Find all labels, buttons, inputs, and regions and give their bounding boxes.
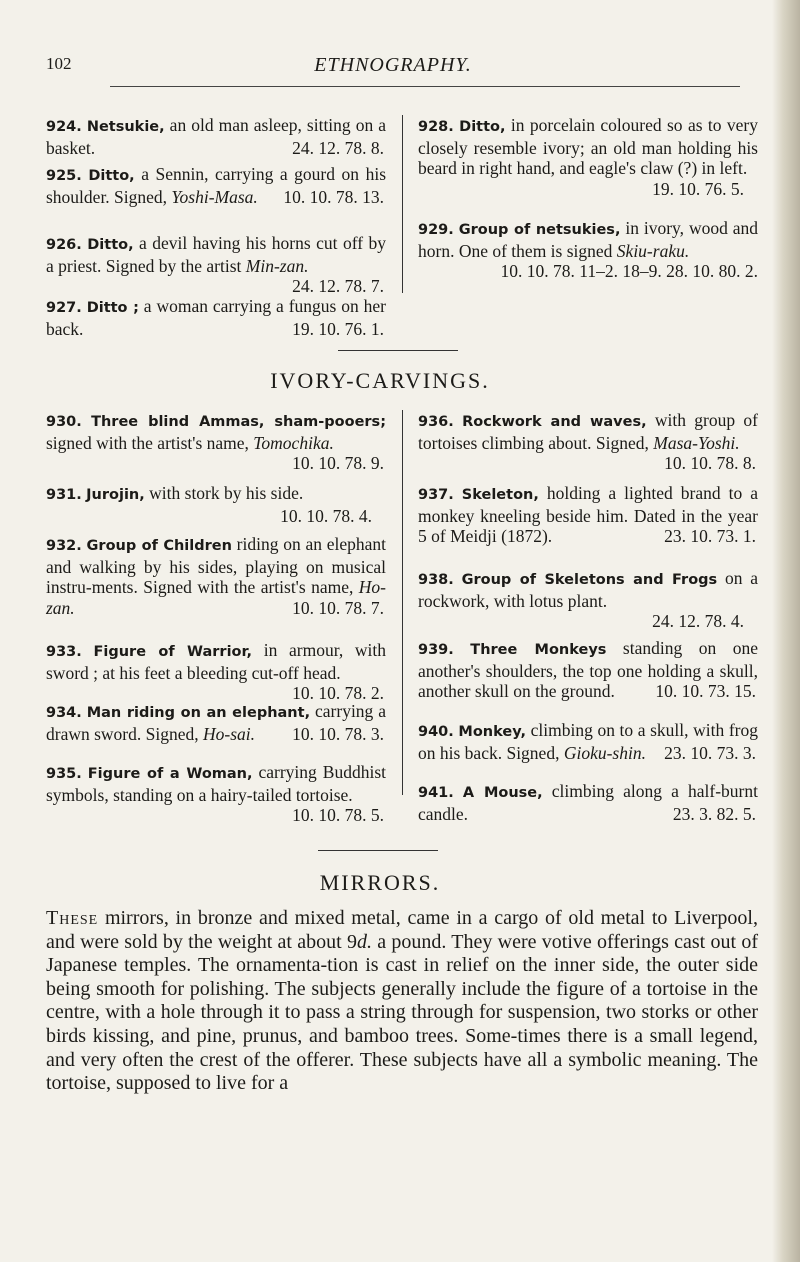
entry-date: 10. 10. 78. 8. <box>664 453 756 473</box>
column-divider <box>402 115 403 293</box>
entry-text: signed with the artist's name, <box>46 432 254 453</box>
entry-text: standing on one another's shoulders, the top one holding a skull, another skull on the ground. <box>418 638 759 701</box>
entry-text: on a rockwork, with lotus plant. <box>418 568 759 611</box>
entry-date: 23. 10. 73. 1. <box>664 526 756 546</box>
entry-date: 23. 10. 73. 3. <box>664 742 756 763</box>
header-rule <box>110 86 740 87</box>
entry-text: in porcelain coloured so as to very closely resemble ivory; an old man holding his beard in right hand, and eagle's claw (?) in left. <box>418 115 758 178</box>
entry-number: 929. <box>418 222 454 238</box>
entry-date: 19. 10. 76. 5. <box>652 178 744 199</box>
entry-date: 10. 10. 78. 3. <box>292 723 384 744</box>
entry-heading: Group of Skeletons and Frogs <box>461 572 718 588</box>
catalogue-entry <box>418 638 758 702</box>
entry-heading: A Mouse, <box>462 785 543 801</box>
catalogue-entry <box>418 483 758 547</box>
netsuke-columns <box>46 115 758 295</box>
entry-text: a devil having his horns cut off by a priest. Signed by the artist <box>46 233 386 276</box>
entry-heading: Skeleton, <box>461 487 539 503</box>
entry-text: holding a lighted brand to a monkey kneeling beside him. Dated in the year 5 of Meidji (1872). <box>418 483 758 546</box>
catalogue-entry <box>46 534 386 618</box>
entry-text: a Sennin, carrying a gourd on his shoulder. Signed, <box>46 164 387 207</box>
entry-text: climbing along a half-burnt candle. <box>418 781 758 824</box>
entry-date: 10. 10. 78. 4. <box>280 505 372 526</box>
pence-abbr: d. <box>356 930 372 953</box>
entry-number: 924. <box>46 119 82 135</box>
entry-date: 10. 10. 78. 2. <box>292 683 384 703</box>
page-edge <box>772 0 800 1262</box>
catalogue-entry <box>46 115 386 158</box>
entry-number: 930. <box>46 414 82 430</box>
entry-date: 10. 10. 78. 5. <box>292 805 384 825</box>
entry-number: 934. <box>46 705 82 721</box>
entry-date: 10. 10. 78. 11–2. 18–9. 28. 10. 80. 2. <box>500 261 758 281</box>
paragraph-text: mirrors, in bronze and mixed metal, came in a cargo of old metal to Liverpool, and were sold by the weight at about 9 <box>46 907 758 953</box>
paragraph-lead: These <box>46 907 99 929</box>
entry-heading: Monkey, <box>458 724 527 740</box>
entry-text: in ivory, wood and horn. One of them is signed <box>418 218 758 261</box>
section-rule <box>318 850 438 851</box>
catalogue-entry <box>46 483 386 526</box>
artist-signature: Ho-zan. <box>46 577 386 618</box>
entry-text: carrying Buddhist symbols, standing on a hairy-tailed tortoise. <box>46 762 386 805</box>
entry-heading: Group of netsukies, <box>458 222 621 238</box>
artist-signature: Gioku-shin. <box>563 742 646 763</box>
entry-text: an old man asleep, sitting on a basket. <box>46 115 387 158</box>
entry-heading: Jurojin, <box>86 487 145 503</box>
entry-date: 10. 10. 78. 7. <box>292 597 384 618</box>
entry-number: 941. <box>418 785 454 801</box>
entry-date: 10. 10. 78. 13. <box>283 186 384 207</box>
running-title: ETHNOGRAPHY. <box>314 54 472 76</box>
entry-date: 24. 12. 78. 8. <box>292 137 384 158</box>
entry-number: 932. <box>46 538 82 554</box>
entry-text: a woman carrying a fungus on her back. <box>46 296 386 339</box>
entry-date: 23. 3. 82. 5. <box>672 803 756 824</box>
entry-number: 928. <box>418 119 454 135</box>
entry-heading: Ditto, <box>87 237 134 253</box>
entry-heading: Ditto, <box>459 119 506 135</box>
catalogue-entry <box>418 781 758 824</box>
mirrors-paragraph <box>46 907 758 1096</box>
entry-date: 10. 10. 73. 15. <box>655 681 756 701</box>
entry-heading: Ditto, <box>88 168 135 184</box>
entry-heading: Figure of Warrior, <box>93 644 253 660</box>
catalogue-entry <box>418 568 758 632</box>
entry-date: 19. 10. 76. 1. <box>292 318 384 339</box>
entry-text: with group of tortoises climbing about. Signed, <box>418 410 758 453</box>
entry-number: 933. <box>46 644 82 660</box>
entry-text: with stork by his side. <box>144 483 304 503</box>
entry-date: 24. 12. 78. 7. <box>292 276 384 296</box>
catalogue-entry <box>46 762 386 826</box>
entry-date: 10. 10. 78. 9. <box>292 453 384 473</box>
entry-heading: Man riding on an elephant, <box>86 705 311 721</box>
entry-heading: Rockwork and waves, <box>462 414 647 430</box>
entry-number: 936. <box>418 414 454 430</box>
catalogue-entry <box>418 720 758 763</box>
entry-date: 24. 12. 78. 4. <box>652 611 744 631</box>
catalogue-entry <box>46 410 386 474</box>
section-rule <box>338 350 458 351</box>
artist-signature: Min-zan. <box>245 255 309 276</box>
catalogue-entry <box>46 164 386 207</box>
page-number: 102 <box>46 54 72 73</box>
section-heading-ivory: IVORY-CARVINGS. <box>270 368 490 393</box>
catalogue-entry <box>46 233 386 297</box>
entry-text: in armour, with sword ; at his feet a bleeding cut-off head. <box>46 640 387 683</box>
artist-signature: Skiu-raku. <box>616 240 690 261</box>
catalogue-entry <box>46 640 386 704</box>
entry-text: climbing on to a skull, with frog on his back. Signed, <box>418 720 759 763</box>
artist-signature: Ho-sai. <box>203 723 256 744</box>
entry-number: 935. <box>46 766 82 782</box>
entry-number: 925. <box>46 168 82 184</box>
entry-heading: Figure of a Woman, <box>87 766 253 782</box>
catalogue-entry <box>418 410 758 474</box>
entry-heading: Group of Children <box>86 538 232 554</box>
entry-number: 937. <box>418 487 454 503</box>
entry-number: 927. <box>46 300 82 316</box>
entry-heading: Netsukie, <box>86 119 165 135</box>
paragraph-text-cont: a pound. They were votive offerings cast out of Japanese temples. The ornamenta-tion is cast in relief on the inner side, the outer side being smooth for polishing. The subjects generally include the figure of a tortoise in the centre, with a hole through it to pass a string through for suspension, two storks or other birds kissing, and pine, prunus, and bamboo trees. Some-times there is a small legend, and very often the crest of the offerer. These subjects have all a symbolic meaning. The tortoise, supposed to live for a <box>46 930 758 1095</box>
catalogue-entry <box>46 701 386 744</box>
column-divider <box>402 410 403 795</box>
entry-number: 939. <box>418 642 454 658</box>
section-heading-mirrors: MIRRORS. <box>319 870 441 895</box>
artist-signature: Yoshi-Masa. <box>171 186 258 207</box>
entry-text: riding on an elephant and walking by his sides, playing on musical instru-ments. Signed with the artist's name, <box>46 534 386 597</box>
entry-number: 940. <box>418 724 454 740</box>
entry-number: 938. <box>418 572 454 588</box>
entry-number: 926. <box>46 237 82 253</box>
entry-number: 931. <box>46 487 82 503</box>
entry-heading: Three blind Ammas, sham-pooers; <box>91 414 386 430</box>
entry-text: carrying a drawn sword. Signed, <box>46 701 386 744</box>
entry-heading: Ditto ; <box>86 300 139 316</box>
artist-signature: Masa-Yoshi. <box>653 432 740 453</box>
running-head <box>46 54 740 78</box>
entry-heading: Three Monkeys <box>470 642 607 658</box>
catalogue-entry <box>46 296 386 339</box>
catalogue-entry <box>418 115 758 199</box>
catalogue-entry <box>418 218 758 282</box>
artist-signature: Tomochika. <box>253 432 334 453</box>
